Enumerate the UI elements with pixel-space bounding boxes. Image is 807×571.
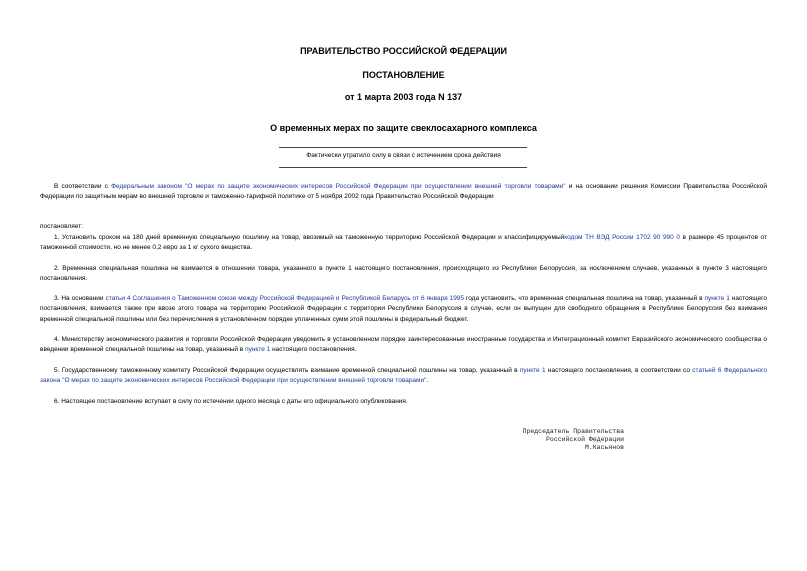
- item-4-paragraph: [40, 335, 767, 356]
- item-1-reference-link[interactable]: пункте 1: [704, 295, 730, 302]
- item-2-paragraph: [40, 264, 767, 285]
- item-5-paragraph: [40, 366, 767, 387]
- item-3-text-3: настоящего постановления, взимается также при ввозе этого товара на территорию Российской Федерации с территории Республики Белоруссия в случае, если он выпущен для свободного обращения в Республике Белоруссия без взимания временной специальной пошлины или без перечисления в установленном порядке уплаченных сумм этой пошлины в федеральный бюджет.: [40, 295, 767, 323]
- customs-union-agreement-link[interactable]: статьи 4 Соглашения о Таможенном союзе между Российской Федерацией и Республикой Беларусь от 6 января 1995: [105, 295, 465, 302]
- document-type-heading: ПОСТАНОВЛЕНИЕ: [362, 70, 445, 80]
- signature-name: М.Касьянов: [584, 444, 624, 452]
- bottom-divider: [279, 167, 527, 168]
- decree-word: постановляет:: [40, 223, 83, 230]
- item-3-text-1: 3. На основании: [54, 295, 106, 302]
- item-6-paragraph: [40, 397, 767, 407]
- signature-title: Председатель Правительства: [522, 428, 624, 435]
- government-heading: ПРАВИТЕЛЬСТВО РОССИЙСКОЙ ФЕДЕРАЦИИ: [300, 46, 507, 56]
- preamble-text-2: и на основании решения Комиссии Правительства Российской Федерации по защитным мерам во внешней торговле и таможенно-тарифной политике от 5 ноября 2002 года Правительство Российской Федерации: [40, 183, 767, 201]
- item-1-reference-link[interactable]: пункте 1: [519, 367, 546, 374]
- item-4-text-2: настоящего постановления.: [270, 346, 357, 354]
- item-6-text: 6. Настоящее постановление вступает в силу по истечении одного месяца с даты его официального опубликования.: [54, 398, 408, 405]
- item-2-text: 2. Временная специальная пошлина не взимается в отношении товара, указанного в пункте 1 настоящего постановления, происходящего из Республики Белоруссия, за исключением случаев, указанных в пункте 3 настоящего постановления.: [40, 265, 767, 283]
- date-number-heading: от 1 марта 2003 года N 137: [344, 92, 463, 102]
- tn-ved-code-link[interactable]: кодом ТН ВЭД России 1702 90 990 0: [564, 234, 680, 241]
- item-5-text-1: 5. Государственному таможенному комитету Российской Федерации осуществлять взимание временной специальной пошлины на товар, указанный в: [54, 367, 520, 374]
- item-3-paragraph: [40, 294, 767, 325]
- document-subject: О временных мерах по защите свеклосахарного комплекса: [270, 123, 537, 133]
- item-1-reference-link[interactable]: пункте 1: [245, 346, 271, 354]
- item-1-text-1: 1. Установить сроком на 180 дней временную специальную пошлину на товар, ввозимый на таможенную территорию Российской Федерации и классифицируемый: [54, 234, 565, 241]
- federal-law-article-6-link[interactable]: статьей 6 Федерального закона "О мерах по защите экономических интересов Российской Федерации при осуществлении внешней торговли товарами": [40, 367, 767, 385]
- item-5-text-2: настоящего постановления, в соответствии со: [545, 367, 693, 374]
- status-note: Фактически утратило силу в связи с истечением срока действия: [306, 152, 501, 159]
- preamble-paragraph: [40, 182, 767, 203]
- item-1-text-2: в размере 45 процентов от таможенной стоимости, но не менее 0,2 евро за 1 кг сухого вещества.: [40, 234, 768, 252]
- item-4-text-1: 4. Министерству экономического развития и торговли Российской Федерации уведомить в установленном порядке заинтересованные иностранные государства и Интеграционный комитет Евразийского экономического сообщества о введении временной специальной пошлины на товар, указанный в: [40, 336, 767, 354]
- top-divider: [279, 147, 527, 148]
- item-1-paragraph: [40, 233, 767, 254]
- preamble-text-1: В соответствии с: [54, 183, 112, 190]
- federal-law-link[interactable]: Федеральным законом "О мерах по защите экономических интересов Российской Федерации при осуществлении внешней торговли товарами": [111, 183, 566, 190]
- item-3-text-2: года установить, что временная специальная пошлина на товар, указанный в: [464, 295, 705, 302]
- item-5-text-3: .: [426, 377, 429, 385]
- signature-country: Российской Федерации: [545, 436, 624, 444]
- signature-block: [480, 428, 624, 453]
